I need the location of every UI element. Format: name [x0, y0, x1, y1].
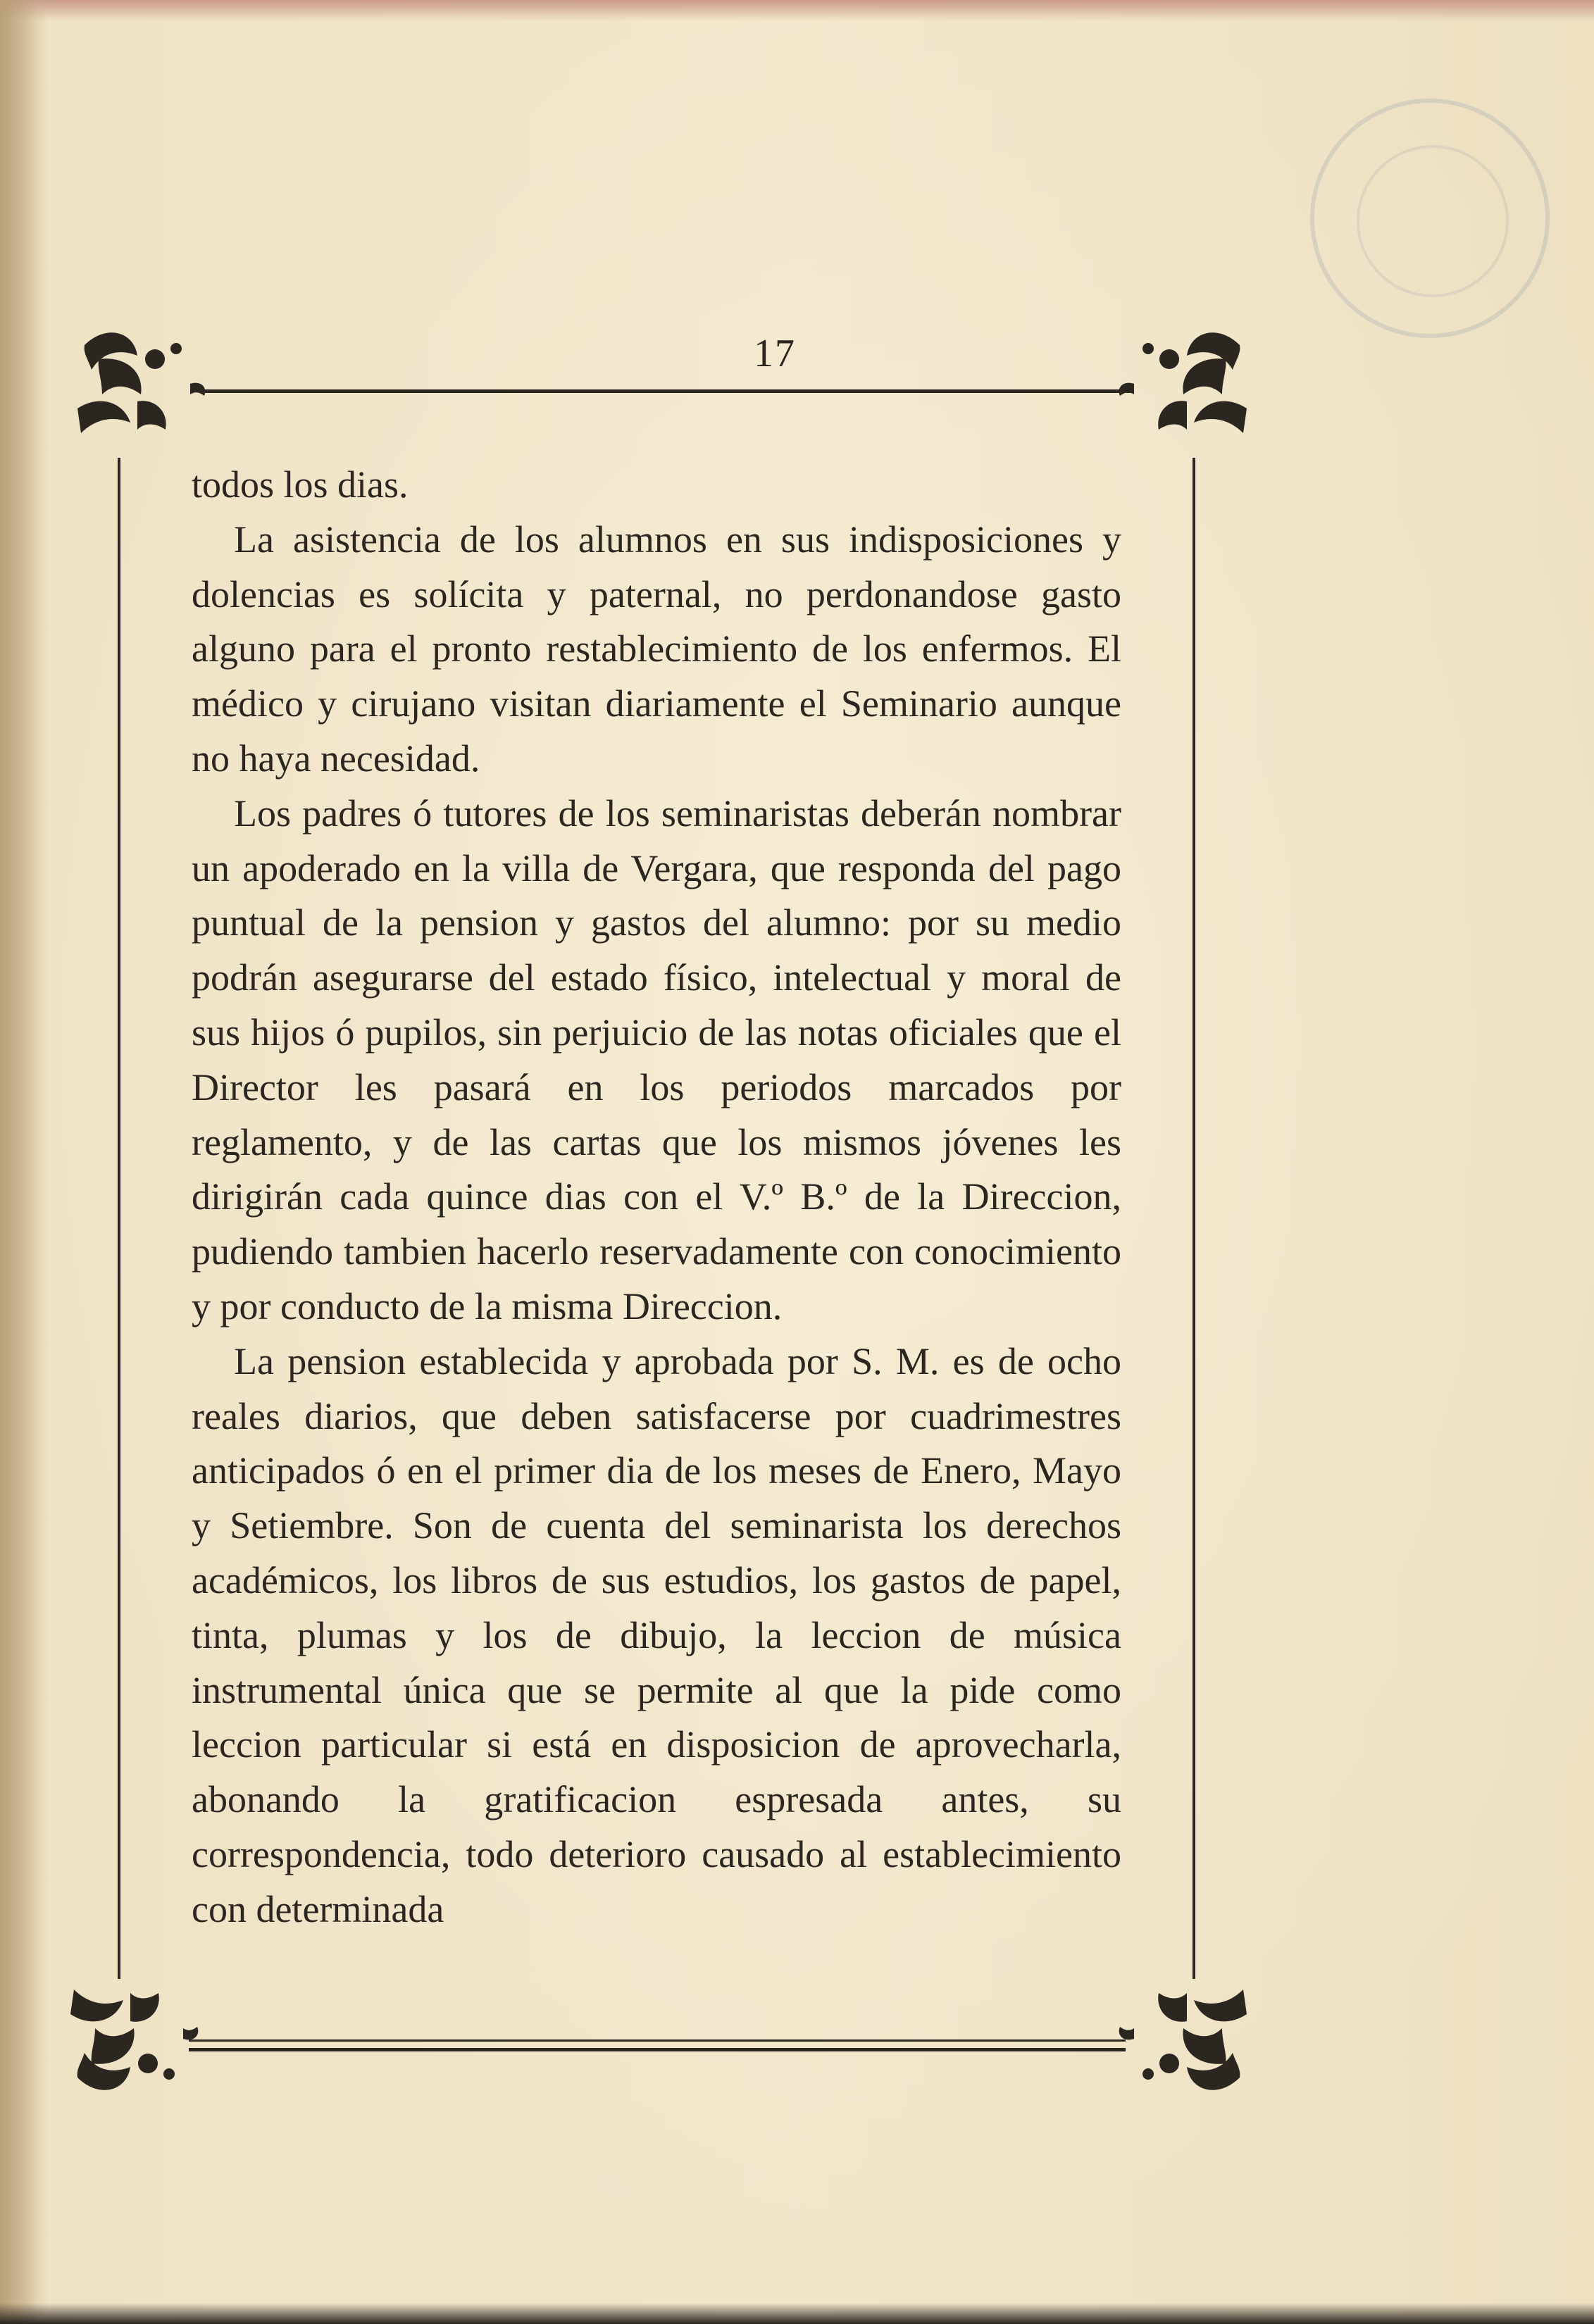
fleuron-ornament-icon: [63, 1965, 211, 2106]
page-edge-top: [0, 0, 1594, 21]
page-number: 17: [754, 332, 796, 375]
library-stamp-icon: [1310, 99, 1550, 338]
frame-left-border: [118, 458, 120, 1979]
fleuron-ornament-icon: [70, 317, 218, 458]
fleuron-ornament-icon: [1106, 317, 1254, 458]
body-text: [192, 458, 1121, 1937]
footer-rule-upper: [189, 2039, 1126, 2042]
frame-right-border: [1193, 458, 1195, 1979]
page-spine-shadow: [0, 0, 49, 2324]
paragraph-asistencia: La asistencia de los alumnos en sus indisposiciones y dolencias es solícita y paternal, no perdonandose gasto alguno para el pronto restablecimiento de los enfermos. El médico y cirujano visitan diariamente el Seminario aunque no haya necesidad.: [192, 518, 1121, 780]
paragraph-pension: La pension establecida y aprobada por S. M. es de ocho reales diarios, que deben satisfacerse por cuadrimestres anticipados ó en el primer dia de los meses de Enero, Mayo y Setiembre. Son de cuenta del seminarista los derechos académicos, los libros de sus estudios, los gastos de papel, tinta, plumas y los de dibujo, la leccion de música instrumental única que se permite al que la pide como leccion particular si está en disposicion de aprovecharla, abonando la gratificacion espresada antes, su correspondencia, todo deterioro causado al establecimiento con determinada: [192, 1339, 1121, 1930]
fleuron-ornament-icon: [1106, 1965, 1254, 2106]
paragraph-padres: Los padres ó tutores de los seminaristas deberán nombrar un apoderado en la villa de Vergara, que responda del pago puntual de la pension y gastos del alumno: por su medio podrán asegurarse del estado físico, intelectual y moral de sus hijos ó pupilos, sin perjuicio de las notas oficiales que el Director les pasará en los periodos marcados por reglamento, y de las cartas que los mismos jóvenes les dirigirán cada quince dias con el V.º B.º de la Direccion, pudiendo tambien hacerlo reservadamente con conocimiento y por conducto de la misma Direccion.: [192, 792, 1121, 1327]
header-rule: [204, 389, 1134, 393]
paragraph-continuation: todos los dias.: [192, 463, 409, 506]
footer-rule: [189, 2048, 1126, 2051]
page-edge-bottom: [0, 2303, 1594, 2324]
